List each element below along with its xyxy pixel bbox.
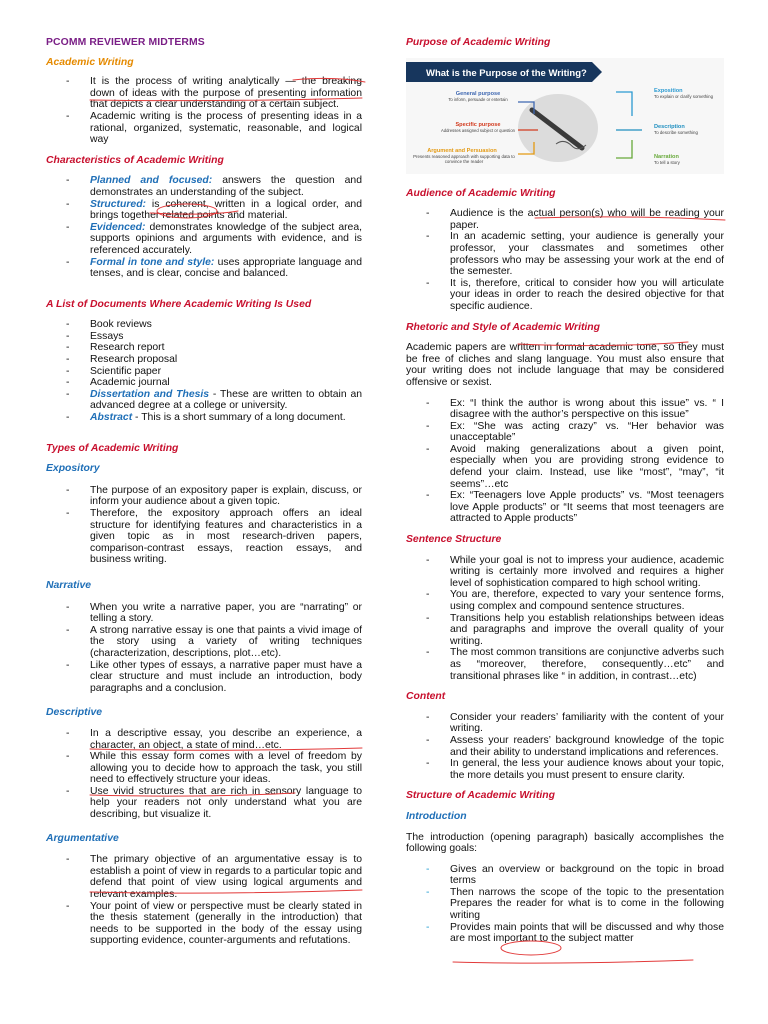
list-item: - You are, therefore, expected to vary your sentence forms, using complex and compound sentence structures. xyxy=(406,589,724,612)
bullet-list xyxy=(406,208,724,312)
list-item: - Ex: “Teenagers love Apple products” vs. “Most teenagers love Apple products” or “It seems that most teenagers are attracted to Apple products” xyxy=(406,490,724,525)
list-item: - A strong narrative essay is one that paints a vivid image of the story using a variety of writing techniques (characterization, descriptions, plot…etc). xyxy=(46,625,362,660)
list-item: - Academic writing is the process of presenting ideas in a rational, organized, systematic, reasonable, and logical way xyxy=(46,111,362,146)
general-purpose-title: General purpose xyxy=(455,90,501,97)
list-item: - Use vivid structures that are rich in sensory language to help your readers not only understand what you are describing, but visualize it. xyxy=(46,786,362,821)
section-characteristics xyxy=(46,155,362,280)
section-rhetoric xyxy=(406,322,724,526)
argument-desc-box xyxy=(412,154,516,172)
list-item: - Research proposal xyxy=(46,354,362,366)
subsection-heading: Expository xyxy=(46,463,100,475)
argument-title: Argument and Persuasion xyxy=(427,147,497,154)
list-item: - Scientific paper xyxy=(46,366,362,378)
section-types xyxy=(46,443,362,947)
list-item: - Your point of view or perspective must be clearly stated in the thesis statement (generally in the introduction) that needs to be supported in the body of the essay using supporting evidence, counter-arguments and refutations. xyxy=(46,901,362,947)
list-item: - Then narrows the scope of the topic to the presentation Prepares the reader for what is to come in the following writing xyxy=(406,887,724,922)
list-item: - The purpose of an expository paper is explain, discuss, or inform your audience about a given topic. xyxy=(46,485,362,508)
section-heading: Purpose of Academic Writing xyxy=(406,37,551,48)
list-item: - Structured: is coherent, written in a logical order, and brings together related points and material. xyxy=(46,199,362,222)
underline-mark xyxy=(453,960,693,963)
purpose-diagram xyxy=(406,58,724,174)
bullet-list xyxy=(46,76,362,146)
list-item: - Academic journal xyxy=(46,377,362,389)
paragraph: The introduction (opening paragraph) basically accomplishes the following goals: xyxy=(406,831,724,855)
bullet-list xyxy=(46,175,362,279)
list-item: - Audience is the actual person(s) who will be reading your paper. xyxy=(406,208,724,231)
section-heading: Academic Writing xyxy=(46,56,134,68)
list-item: - Research report xyxy=(46,342,362,354)
bullet-list xyxy=(46,854,362,947)
list-item: - Evidenced: demonstrates knowledge of the subject area, supports opinions and arguments with evidence, and is referenced accurately. xyxy=(46,222,362,257)
list-item: - Consider your readers’ familiarity with the content of your writing. xyxy=(406,712,724,735)
section-heading: Content xyxy=(406,691,446,703)
section-heading: Sentence Structure xyxy=(406,534,502,546)
purpose-diagram-svg xyxy=(406,58,724,174)
exposition-desc: To explain or clarify something xyxy=(654,93,714,99)
exposition-desc-box xyxy=(654,94,716,108)
list-item: - It is the process of writing analytically — the breaking down of ideas with the purpose of presenting information that depicts a clear understanding of a certain subject. xyxy=(46,76,362,111)
right-column xyxy=(406,0,724,945)
list-item: - Gives an overview or background on the topic in broad terms xyxy=(406,864,724,887)
list-item: - Ex: “She was acting crazy” vs. “Her behavior was unacceptable” xyxy=(406,421,724,444)
list-item: - In an academic setting, your audience is generally your professor, your classmates and sometimes other professors who may be assessing your work at the end of the semester. xyxy=(406,231,724,277)
list-item: - Therefore, the expository approach offers an ideal structure for identifying features and characteristics in a given topic as in most research-driven papers, comparison-contrast essays, reaction essays, and business writing. xyxy=(46,508,362,566)
description-title: Description xyxy=(654,123,685,130)
bullet-list xyxy=(46,728,362,821)
list-item: - Ex: “I think the author is wrong about this issue” vs. “ I disagree with the author’s perspective on this issue” xyxy=(406,398,724,421)
section-audience xyxy=(406,188,724,313)
section-heading: Structure of Academic Writing xyxy=(406,790,555,802)
subsection-heading: Descriptive xyxy=(46,707,103,719)
list-item: - The most common transitions are conjunctive adverbs such as “moreover, therefore, consequently…etc” and transitional phrases like “ in addition, in contrast…etc) xyxy=(406,647,724,682)
list-item: - Planned and focused: answers the question and demonstrates an understanding of the subject. xyxy=(46,175,362,198)
list-item: - In a descriptive essay, you describe an experience, a character, an object, a state of mind…etc. xyxy=(46,728,362,751)
section-sentence-structure xyxy=(406,534,724,682)
narration-title: Narration xyxy=(654,153,679,160)
paragraph: Academic papers are written in formal academic tone, so they must be free of cliches and slang language. You must also ensure that your writing does not include language that may be considered offensive or sexist. xyxy=(406,342,724,388)
list-item: - The primary objective of an argumentative essay is to establish a point of view in regards to a particular topic and defend that point of view using logical arguments and relevant examples. xyxy=(46,854,362,900)
specific-purpose-desc: Addresses assigned subject or question xyxy=(440,127,516,133)
list-item: - Provides main points that will be discussed and why those are most important to the subject matter xyxy=(406,922,724,945)
section-heading: Rhetoric and Style of Academic Writing xyxy=(406,321,600,333)
bullet-list xyxy=(46,319,362,423)
bullet-list xyxy=(406,712,724,782)
list-item: - When you write a narrative paper, you are “narrating” or telling a story. xyxy=(46,602,362,625)
exposition-title: Exposition xyxy=(654,87,683,94)
bullet-list xyxy=(406,864,724,945)
section-academic-writing xyxy=(46,57,362,146)
diagram-title: What is the Purpose of the Writing? xyxy=(426,67,587,79)
section-documents xyxy=(46,299,362,424)
section-heading: Characteristics of Academic Writing xyxy=(46,154,224,166)
bullet-list xyxy=(406,555,724,683)
bullet-list xyxy=(46,602,362,695)
bullet-list xyxy=(46,485,362,566)
list-item: - While your goal is not to impress your audience, academic writing is certainly more involved and requires a higher level of sophistication compared to high school writing. xyxy=(406,555,724,590)
list-item: - While this essay form comes with a level of freedom by allowing you to decide how to approach the task, you still need to effectively structure your ideas. xyxy=(46,751,362,786)
subsection-heading: Argumentative xyxy=(46,832,119,844)
left-column xyxy=(46,0,362,947)
subsection-heading: Narrative xyxy=(46,579,92,591)
list-item: - Essays xyxy=(46,331,362,343)
section-content xyxy=(406,691,724,781)
list-item: - Formal in tone and style: uses appropriate language and tenses, and is clear, concise and balanced. xyxy=(46,257,362,280)
list-item: - It is, therefore, critical to consider how you will articulate your ideas in order to reach the desired objective for that specific audience. xyxy=(406,278,724,313)
narration-desc: To tell a story xyxy=(654,159,680,165)
list-item: - Like other types of essays, a narrative paper must have a clear structure and must include an introduction, body paragraphs and a conclusion. xyxy=(46,660,362,695)
description-desc: To describe something xyxy=(654,129,698,135)
section-heading: Audience of Academic Writing xyxy=(406,187,556,199)
section-heading: A List of Documents Where Academic Writing Is Used xyxy=(46,298,312,310)
list-item: - Abstract - This is a short summary of a long document. xyxy=(46,412,362,424)
list-item: - Dissertation and Thesis - These are written to obtain an advanced degree at a college or university. xyxy=(46,389,362,412)
list-item: - Avoid making generalizations about a given point, especially when you are providing strong evidence to defend your claim. Instead, use like “most”, “may”, “it seems”…etc xyxy=(406,444,724,490)
specific-purpose-title: Specific purpose xyxy=(455,121,501,128)
list-item: - In general, the less your audience knows about your topic, the more details you must present to ensure clarity. xyxy=(406,758,724,781)
section-heading: Types of Academic Writing xyxy=(46,442,179,454)
subsection-heading: Introduction xyxy=(406,810,467,822)
list-item: - Assess your readers’ background knowledge of the topic and their ability to understand implications and references. xyxy=(406,735,724,758)
list-item: - Book reviews xyxy=(46,319,362,331)
list-item: - Transitions help you establish relationships between ideas and paragraphs and improve the overall quality of your writing. xyxy=(406,613,724,648)
bullet-list xyxy=(406,398,724,526)
section-structure xyxy=(406,790,724,945)
page-title: PCOMM REVIEWER MIDTERMS xyxy=(46,37,205,48)
general-purpose-desc: To inform, persuade or entertain xyxy=(448,96,508,102)
argument-desc: Presents reasoned approach with supporting data to convince the reader xyxy=(413,153,515,164)
